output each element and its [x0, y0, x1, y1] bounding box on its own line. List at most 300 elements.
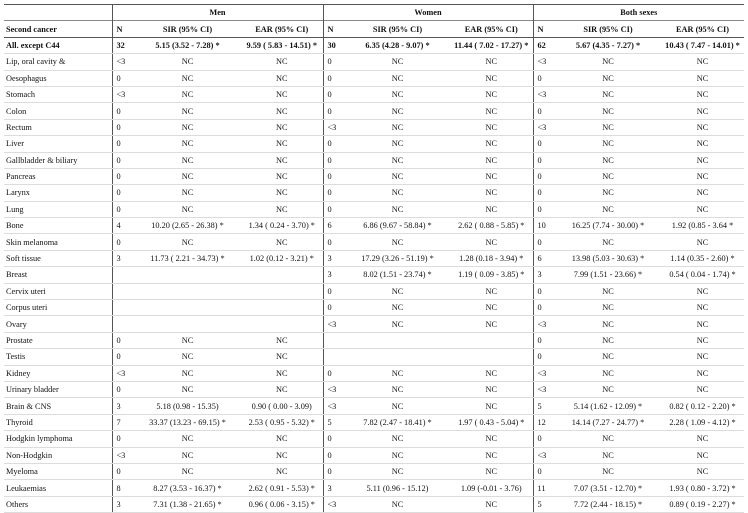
men-ear-cell: 0.96 ( 0.06 - 3.15) * [241, 496, 323, 512]
both-sexes-sir-cell: NC [555, 447, 661, 463]
women-ear-cell: NC [450, 447, 533, 463]
both-sexes-n-cell: 0 [533, 70, 555, 86]
both-sexes-sir-cell: NC [555, 332, 661, 348]
both-sexes-sir-cell: NC [555, 300, 661, 316]
women-ear-cell: NC [450, 54, 533, 70]
men-sir-cell: NC [134, 381, 241, 397]
men-ear-cell: 1.02 (0.12 - 3.21) * [241, 250, 323, 266]
women-n-cell: 0 [323, 136, 345, 152]
men-sir-cell: NC [134, 349, 241, 365]
women-ear-cell: NC [450, 168, 533, 184]
col-header-n: N [323, 21, 345, 37]
table-row [4, 168, 744, 184]
cancer-site-name: Oesophagus [4, 70, 112, 86]
both-sexes-n-cell: 0 [533, 201, 555, 217]
men-sir-cell: 7.31 (1.38 - 21.65) * [134, 496, 241, 512]
both-sexes-ear-cell: NC [661, 316, 744, 332]
men-sir-cell: NC [134, 70, 241, 86]
table-row [4, 431, 744, 447]
women-sir-cell: NC [345, 201, 450, 217]
women-sir-cell: NC [345, 119, 450, 135]
both-sexes-n-cell: <3 [533, 381, 555, 397]
men-ear-cell [241, 300, 323, 316]
women-n-cell: 3 [323, 250, 345, 266]
both-sexes-ear-cell: NC [661, 381, 744, 397]
women-n-cell: 0 [323, 300, 345, 316]
both-sexes-ear-cell: 10.43 ( 7.47 - 14.01) * [661, 37, 744, 53]
cancer-site-name: Pancreas [4, 168, 112, 184]
table-row [4, 316, 744, 332]
men-sir-cell: 5.15 (3.52 - 7.28) * [134, 37, 241, 53]
cancer-site-name: Urinary bladder [4, 381, 112, 397]
women-n-cell: 0 [323, 86, 345, 102]
cancer-site-name: Hodgkin lymphoma [4, 431, 112, 447]
women-ear-cell: NC [450, 496, 533, 512]
both-sexes-n-cell: 0 [533, 168, 555, 184]
table-row [4, 54, 744, 70]
cancer-site-name: All. except C44 [4, 37, 112, 53]
men-sir-cell: NC [134, 54, 241, 70]
both-sexes-sir-cell: NC [555, 201, 661, 217]
table-body [4, 37, 744, 512]
both-sexes-sir-cell: NC [555, 185, 661, 201]
men-ear-cell: NC [241, 447, 323, 463]
both-sexes-ear-cell: NC [661, 365, 744, 381]
women-ear-cell: 1.19 ( 0.09 - 3.85) * [450, 267, 533, 283]
both-sexes-sir-cell: NC [555, 136, 661, 152]
women-n-cell: <3 [323, 316, 345, 332]
women-n-cell: 0 [323, 447, 345, 463]
both-sexes-n-cell: 62 [533, 37, 555, 53]
both-sexes-ear-cell: NC [661, 332, 744, 348]
women-sir-cell: NC [345, 168, 450, 184]
col-header-ear: EAR (95% CI) [661, 21, 744, 37]
men-ear-cell: NC [241, 349, 323, 365]
table-row [4, 381, 744, 397]
women-sir-cell [345, 349, 450, 365]
men-n-cell [112, 267, 134, 283]
both-sexes-sir-cell: 7.07 (3.51 - 12.70) * [555, 480, 661, 496]
women-n-cell: 0 [323, 365, 345, 381]
both-sexes-sir-cell: NC [555, 86, 661, 102]
col-header-n: N [533, 21, 555, 37]
men-sir-cell [134, 300, 241, 316]
men-n-cell: 0 [112, 431, 134, 447]
both-sexes-n-cell: 0 [533, 349, 555, 365]
men-sir-cell: 33.37 (13.23 - 69.15) * [134, 414, 241, 430]
both-sexes-sir-cell: NC [555, 54, 661, 70]
both-sexes-ear-cell: NC [661, 431, 744, 447]
women-n-cell: 30 [323, 37, 345, 53]
men-ear-cell: NC [241, 70, 323, 86]
women-sir-cell: NC [345, 136, 450, 152]
women-n-cell: <3 [323, 398, 345, 414]
women-ear-cell: NC [450, 381, 533, 397]
table-row [4, 86, 744, 102]
men-n-cell: 8 [112, 480, 134, 496]
women-sir-cell: NC [345, 496, 450, 512]
women-sir-cell: NC [345, 463, 450, 479]
both-sexes-ear-cell: 1.92 (0.85 - 3.64 * [661, 218, 744, 234]
both-sexes-sir-cell: 5.67 (4.35 - 7.27) * [555, 37, 661, 53]
table-row [4, 152, 744, 168]
men-n-cell [112, 316, 134, 332]
blank-header-cell [4, 5, 112, 21]
both-sexes-n-cell: <3 [533, 119, 555, 135]
both-sexes-n-cell: <3 [533, 54, 555, 70]
women-ear-cell: 1.28 (0.18 - 3.94) * [450, 250, 533, 266]
cancer-site-name: Gallbladder & biliary [4, 152, 112, 168]
cancer-site-name: Lung [4, 201, 112, 217]
cancer-site-name: Skin melanoma [4, 234, 112, 250]
men-sir-cell: NC [134, 119, 241, 135]
men-sir-cell [134, 316, 241, 332]
cancer-site-name: Larynx [4, 185, 112, 201]
men-ear-cell: NC [241, 168, 323, 184]
both-sexes-n-cell: 5 [533, 398, 555, 414]
men-n-cell: 0 [112, 381, 134, 397]
men-ear-cell: NC [241, 431, 323, 447]
cancer-site-name: Non-Hodgkin [4, 447, 112, 463]
men-ear-cell: NC [241, 54, 323, 70]
both-sexes-sir-cell: NC [555, 463, 661, 479]
cancer-site-name: Bone [4, 218, 112, 234]
both-sexes-ear-cell: NC [661, 119, 744, 135]
men-n-cell: 32 [112, 37, 134, 53]
men-sir-cell: 8.27 (3.53 - 16.37) * [134, 480, 241, 496]
men-sir-cell: 5.18 (0.98 - 15.35) [134, 398, 241, 414]
both-sexes-n-cell: 12 [533, 414, 555, 430]
women-ear-cell: NC [450, 365, 533, 381]
both-sexes-sir-cell: NC [555, 168, 661, 184]
women-ear-cell: 2.62 ( 0.88 - 5.85) * [450, 218, 533, 234]
women-sir-cell: NC [345, 316, 450, 332]
col-header-sir: SIR (95% CI) [345, 21, 450, 37]
men-n-cell: 0 [112, 463, 134, 479]
cancer-site-name: Testis [4, 349, 112, 365]
both-sexes-ear-cell: NC [661, 349, 744, 365]
cancer-site-name: Breast [4, 267, 112, 283]
col-header-sir: SIR (95% CI) [555, 21, 661, 37]
women-n-cell: 0 [323, 70, 345, 86]
both-sexes-n-cell: 0 [533, 234, 555, 250]
women-ear-cell: NC [450, 86, 533, 102]
both-sexes-sir-cell: 7.99 (1.51 - 23.66) * [555, 267, 661, 283]
both-sexes-n-cell: 3 [533, 267, 555, 283]
both-sexes-ear-cell: 2.28 ( 1.09 - 4.12) * [661, 414, 744, 430]
women-ear-cell [450, 349, 533, 365]
both-sexes-n-cell: <3 [533, 447, 555, 463]
table-row [4, 496, 744, 512]
both-sexes-sir-cell: NC [555, 234, 661, 250]
women-sir-cell: NC [345, 398, 450, 414]
men-n-cell: 0 [112, 234, 134, 250]
women-ear-cell: NC [450, 316, 533, 332]
men-n-cell: 0 [112, 119, 134, 135]
women-sir-cell: NC [345, 381, 450, 397]
cancer-site-name: Prostate [4, 332, 112, 348]
both-sexes-n-cell: 0 [533, 431, 555, 447]
women-n-cell: 0 [323, 234, 345, 250]
cancer-site-name: Rectum [4, 119, 112, 135]
both-sexes-n-cell: 0 [533, 103, 555, 119]
col-header-ear: EAR (95% CI) [241, 21, 323, 37]
both-sexes-sir-cell: 16.25 (7.74 - 30.00) * [555, 218, 661, 234]
men-sir-cell: 11.73 ( 2.21 - 34.73) * [134, 250, 241, 266]
col-header-ear: EAR (95% CI) [450, 21, 533, 37]
both-sexes-ear-cell: NC [661, 201, 744, 217]
men-sir-cell: NC [134, 365, 241, 381]
cancer-site-name: Brain & CNS [4, 398, 112, 414]
col-header-second-cancer: Second cancer [4, 21, 112, 37]
women-n-cell: 0 [323, 152, 345, 168]
women-ear-cell: NC [450, 119, 533, 135]
men-ear-cell: NC [241, 332, 323, 348]
women-ear-cell: NC [450, 300, 533, 316]
cancer-site-name: Kidney [4, 365, 112, 381]
women-sir-cell: 6.86 (9.67 - 58.84) * [345, 218, 450, 234]
table-row [4, 365, 744, 381]
men-n-cell: 0 [112, 201, 134, 217]
women-sir-cell: NC [345, 70, 450, 86]
women-sir-cell: NC [345, 54, 450, 70]
men-sir-cell [134, 283, 241, 299]
women-n-cell: 0 [323, 185, 345, 201]
group-header-both: Both sexes [533, 5, 744, 21]
women-sir-cell: NC [345, 447, 450, 463]
women-ear-cell: NC [450, 185, 533, 201]
both-sexes-sir-cell: 14.14 (7.27 - 24.77) * [555, 414, 661, 430]
both-sexes-n-cell: 0 [533, 283, 555, 299]
women-n-cell: 3 [323, 480, 345, 496]
men-sir-cell: 10.20 (2.65 - 26.38) * [134, 218, 241, 234]
both-sexes-ear-cell: NC [661, 103, 744, 119]
both-sexes-sir-cell: NC [555, 283, 661, 299]
women-n-cell [323, 349, 345, 365]
men-n-cell: 0 [112, 136, 134, 152]
both-sexes-sir-cell: NC [555, 152, 661, 168]
men-ear-cell: NC [241, 119, 323, 135]
both-sexes-sir-cell: 13.98 (5.03 - 30.63) * [555, 250, 661, 266]
both-sexes-sir-cell: NC [555, 103, 661, 119]
men-ear-cell: NC [241, 463, 323, 479]
results-table [4, 4, 744, 513]
table-row [4, 103, 744, 119]
men-n-cell: <3 [112, 54, 134, 70]
women-ear-cell: NC [450, 431, 533, 447]
women-ear-cell: NC [450, 152, 533, 168]
men-ear-cell: 2.53 ( 0.95 - 5.32) * [241, 414, 323, 430]
men-ear-cell: 1.34 ( 0.24 - 3.70) * [241, 218, 323, 234]
men-ear-cell [241, 283, 323, 299]
both-sexes-ear-cell: NC [661, 86, 744, 102]
women-n-cell: 0 [323, 463, 345, 479]
men-ear-cell: NC [241, 381, 323, 397]
women-ear-cell: 1.09 (-0.01 - 3.76) [450, 480, 533, 496]
both-sexes-ear-cell: NC [661, 168, 744, 184]
men-ear-cell [241, 267, 323, 283]
table-row [4, 185, 744, 201]
men-n-cell: <3 [112, 86, 134, 102]
both-sexes-sir-cell: 7.72 (2.44 - 18.15) * [555, 496, 661, 512]
table-row [4, 70, 744, 86]
women-sir-cell: NC [345, 300, 450, 316]
men-n-cell: 7 [112, 414, 134, 430]
women-n-cell: 3 [323, 267, 345, 283]
group-header-row [4, 5, 744, 21]
men-ear-cell: NC [241, 103, 323, 119]
women-sir-cell: NC [345, 365, 450, 381]
men-sir-cell: NC [134, 168, 241, 184]
both-sexes-ear-cell: NC [661, 234, 744, 250]
women-n-cell: 0 [323, 283, 345, 299]
men-sir-cell: NC [134, 332, 241, 348]
men-ear-cell: NC [241, 86, 323, 102]
women-sir-cell: NC [345, 86, 450, 102]
table-row [4, 250, 744, 266]
both-sexes-ear-cell: NC [661, 136, 744, 152]
men-ear-cell: NC [241, 152, 323, 168]
both-sexes-sir-cell: NC [555, 349, 661, 365]
table-row [4, 463, 744, 479]
table-row [4, 201, 744, 217]
men-n-cell [112, 283, 134, 299]
table-row [4, 447, 744, 463]
table-row [4, 37, 744, 53]
men-sir-cell: NC [134, 447, 241, 463]
women-ear-cell: NC [450, 136, 533, 152]
table-row [4, 283, 744, 299]
women-ear-cell: NC [450, 103, 533, 119]
women-n-cell: <3 [323, 496, 345, 512]
men-n-cell: 3 [112, 496, 134, 512]
cancer-site-name: Corpus uteri [4, 300, 112, 316]
both-sexes-ear-cell: 1.93 ( 0.80 - 3.72) * [661, 480, 744, 496]
women-n-cell: 0 [323, 103, 345, 119]
men-n-cell [112, 300, 134, 316]
table-row [4, 300, 744, 316]
both-sexes-n-cell: 0 [533, 300, 555, 316]
cancer-site-name: Others [4, 496, 112, 512]
table-row [4, 218, 744, 234]
both-sexes-ear-cell: NC [661, 463, 744, 479]
both-sexes-sir-cell: NC [555, 381, 661, 397]
women-n-cell: 0 [323, 431, 345, 447]
men-ear-cell: NC [241, 234, 323, 250]
both-sexes-n-cell: 11 [533, 480, 555, 496]
group-header-men: Men [112, 5, 323, 21]
both-sexes-ear-cell: NC [661, 300, 744, 316]
women-n-cell [323, 332, 345, 348]
men-sir-cell: NC [134, 201, 241, 217]
men-ear-cell: NC [241, 365, 323, 381]
women-sir-cell: 6.35 (4.28 - 9.07) * [345, 37, 450, 53]
women-n-cell: 0 [323, 201, 345, 217]
table-row [4, 398, 744, 414]
group-header-women: Women [323, 5, 533, 21]
women-n-cell: 0 [323, 168, 345, 184]
men-ear-cell: 9.59 ( 5.83 - 14.51) * [241, 37, 323, 53]
men-n-cell: 0 [112, 168, 134, 184]
women-sir-cell: NC [345, 234, 450, 250]
both-sexes-ear-cell: 0.54 ( 0.04 - 1.74) * [661, 267, 744, 283]
men-sir-cell: NC [134, 86, 241, 102]
both-sexes-n-cell: 10 [533, 218, 555, 234]
men-sir-cell [134, 267, 241, 283]
men-ear-cell [241, 316, 323, 332]
men-sir-cell: NC [134, 234, 241, 250]
both-sexes-ear-cell: NC [661, 283, 744, 299]
table-row [4, 349, 744, 365]
col-header-n: N [112, 21, 134, 37]
col-header-sir: SIR (95% CI) [134, 21, 241, 37]
both-sexes-ear-cell: 1.14 (0.35 - 2.60) * [661, 250, 744, 266]
cancer-site-name: Stomach [4, 86, 112, 102]
men-ear-cell: NC [241, 185, 323, 201]
cancer-site-name: Soft tissue [4, 250, 112, 266]
cancer-site-name: Leukaemias [4, 480, 112, 496]
both-sexes-n-cell: 5 [533, 496, 555, 512]
women-n-cell: 5 [323, 414, 345, 430]
both-sexes-ear-cell: NC [661, 70, 744, 86]
both-sexes-n-cell: 0 [533, 463, 555, 479]
men-n-cell: 0 [112, 70, 134, 86]
both-sexes-n-cell: 0 [533, 136, 555, 152]
cancer-site-name: Colon [4, 103, 112, 119]
women-ear-cell: 11.44 ( 7.02 - 17.27) * [450, 37, 533, 53]
women-sir-cell: NC [345, 185, 450, 201]
both-sexes-sir-cell: NC [555, 431, 661, 447]
cancer-site-name: Liver [4, 136, 112, 152]
table-row [4, 332, 744, 348]
both-sexes-sir-cell: NC [555, 365, 661, 381]
men-n-cell: 0 [112, 332, 134, 348]
both-sexes-ear-cell: NC [661, 447, 744, 463]
women-ear-cell: NC [450, 201, 533, 217]
men-ear-cell: NC [241, 136, 323, 152]
both-sexes-sir-cell: NC [555, 70, 661, 86]
women-ear-cell: NC [450, 398, 533, 414]
women-ear-cell: NC [450, 234, 533, 250]
women-n-cell: <3 [323, 381, 345, 397]
men-sir-cell: NC [134, 185, 241, 201]
women-ear-cell: NC [450, 463, 533, 479]
women-sir-cell: NC [345, 103, 450, 119]
men-ear-cell: NC [241, 201, 323, 217]
cancer-site-name: Thyroid [4, 414, 112, 430]
men-n-cell: 3 [112, 250, 134, 266]
women-ear-cell: NC [450, 70, 533, 86]
both-sexes-sir-cell: 5.14 (1.62 - 12.09) * [555, 398, 661, 414]
both-sexes-n-cell: <3 [533, 316, 555, 332]
both-sexes-ear-cell: NC [661, 152, 744, 168]
both-sexes-n-cell: <3 [533, 365, 555, 381]
women-n-cell: 0 [323, 54, 345, 70]
women-sir-cell: NC [345, 283, 450, 299]
both-sexes-sir-cell: NC [555, 316, 661, 332]
men-n-cell: <3 [112, 447, 134, 463]
women-n-cell: <3 [323, 119, 345, 135]
table-row [4, 136, 744, 152]
women-ear-cell: 1.97 ( 0.43 - 5.04) * [450, 414, 533, 430]
women-sir-cell [345, 332, 450, 348]
cancer-site-name: Lip, oral cavity & [4, 54, 112, 70]
column-header-row [4, 21, 744, 37]
table-row [4, 267, 744, 283]
men-n-cell: 0 [112, 349, 134, 365]
both-sexes-n-cell: 6 [533, 250, 555, 266]
women-sir-cell: NC [345, 431, 450, 447]
